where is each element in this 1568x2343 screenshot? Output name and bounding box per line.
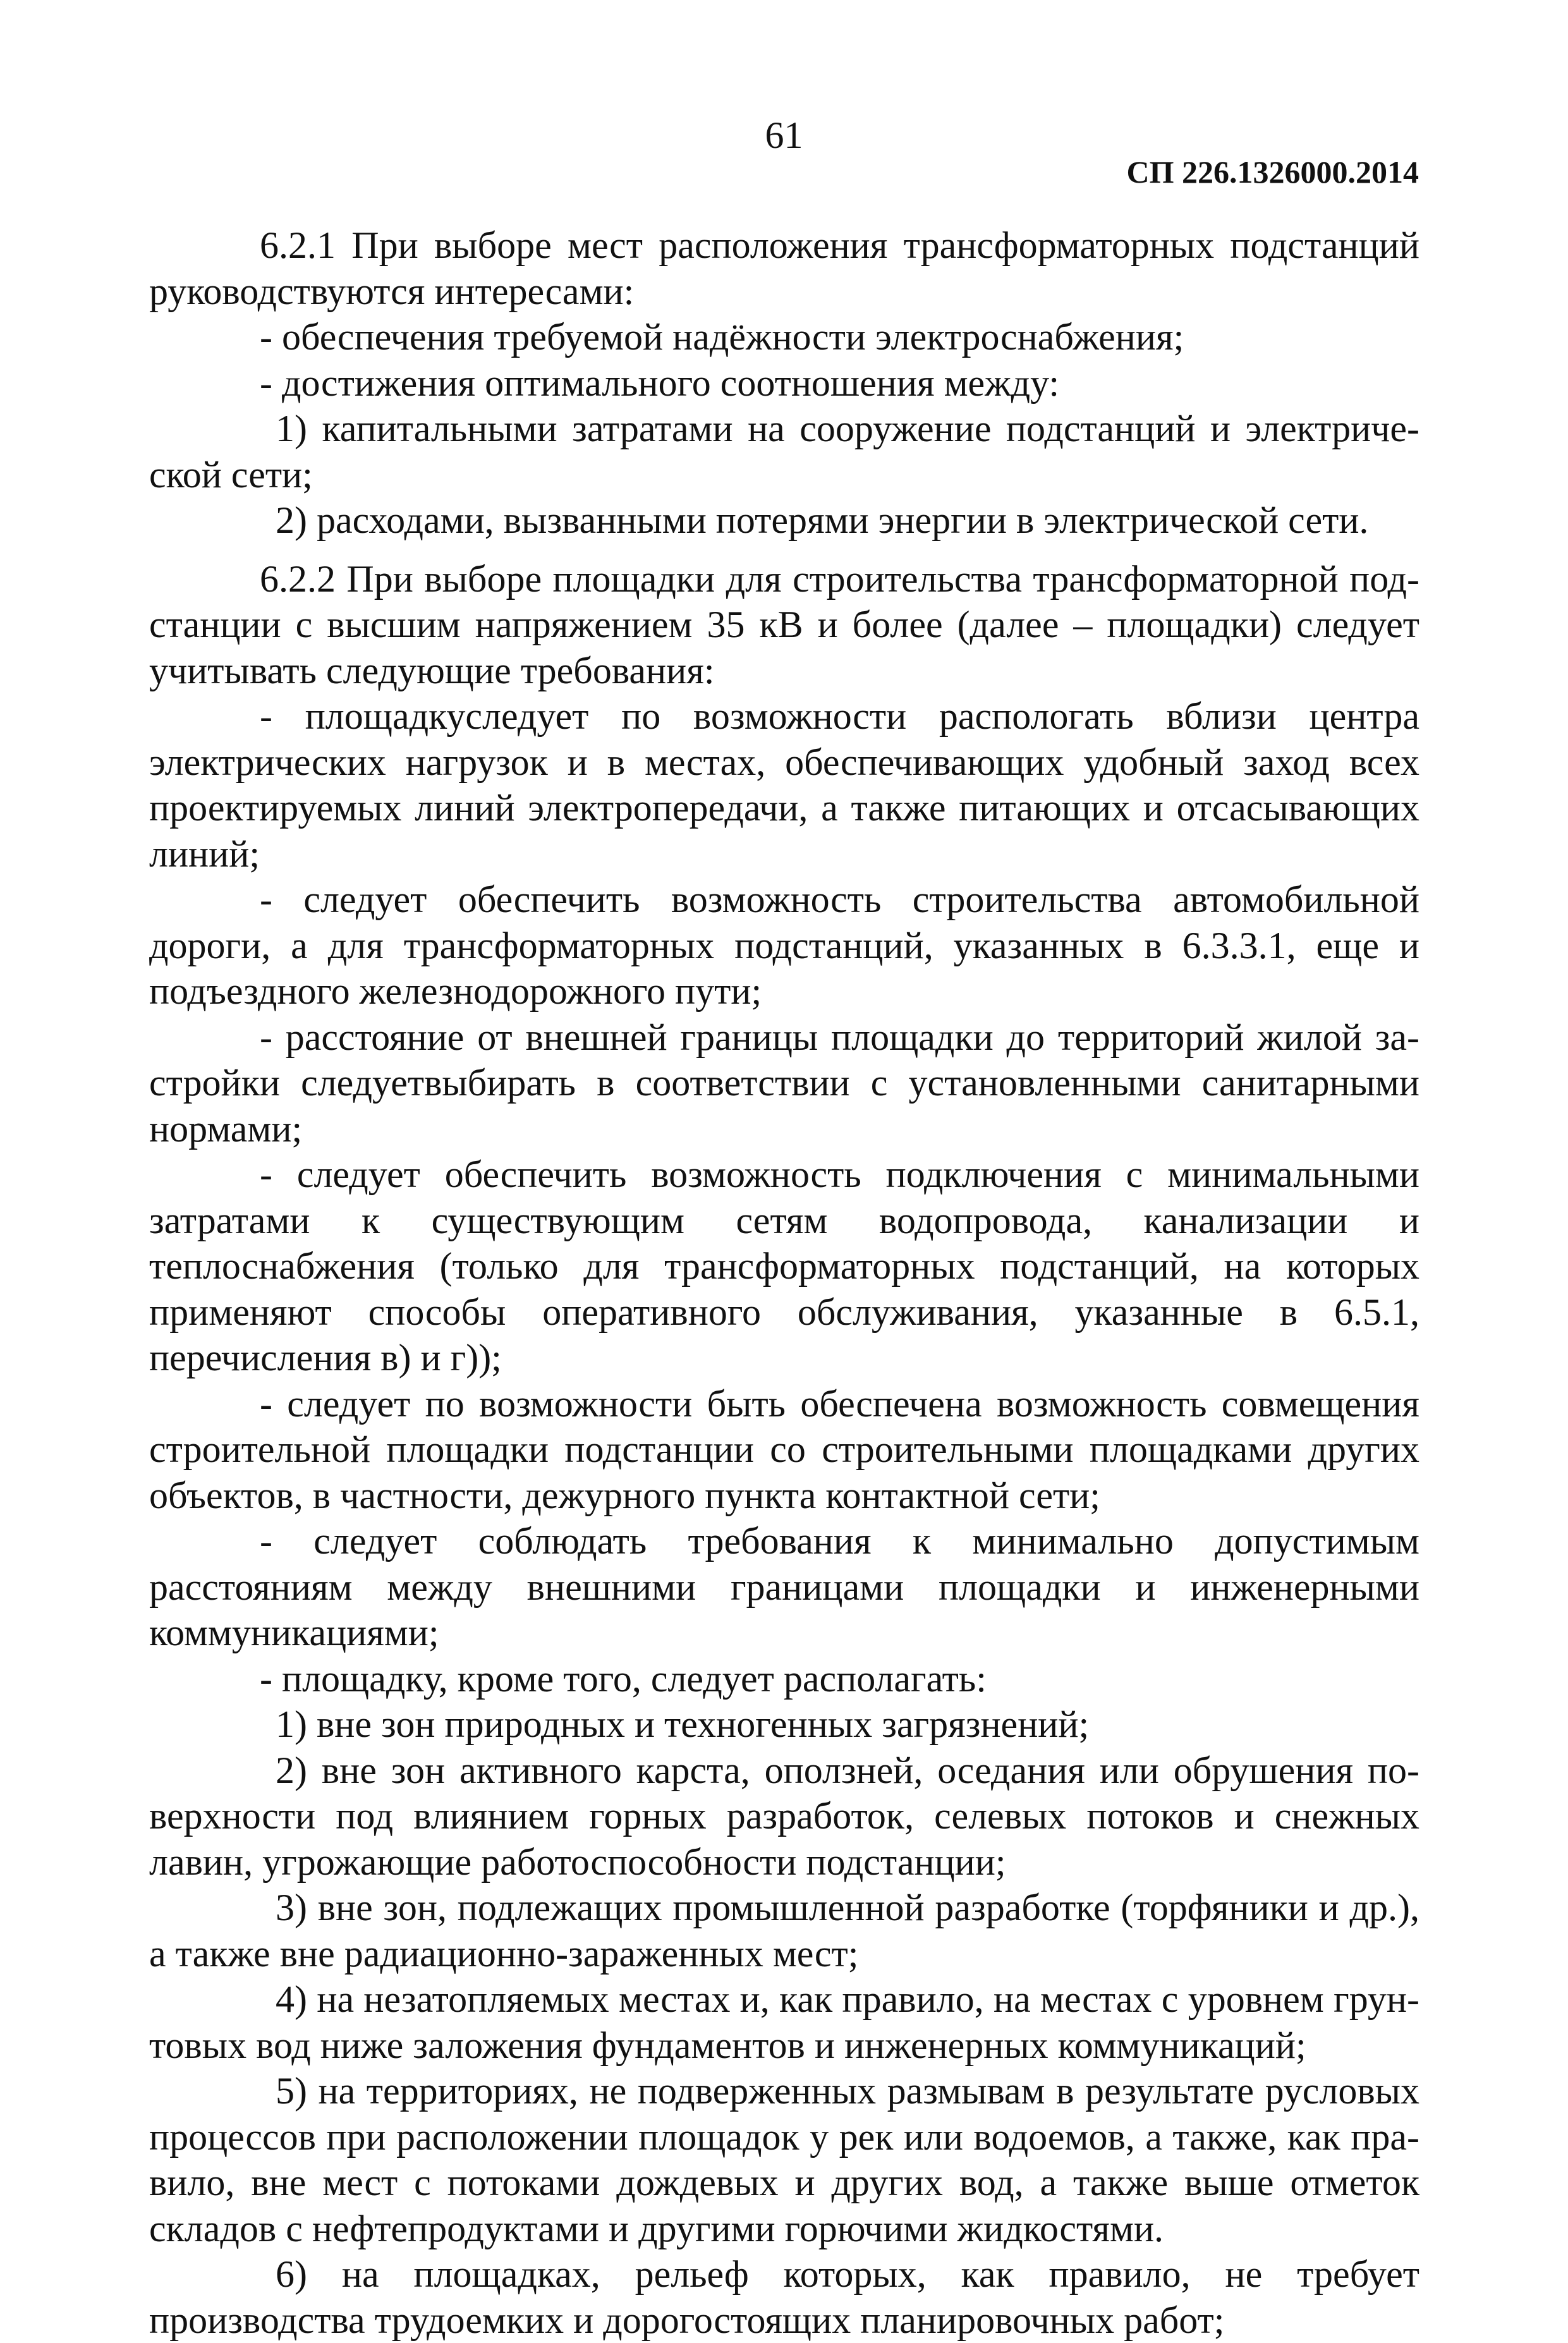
page-number: 61	[765, 114, 803, 156]
list-item: - площадку, кроме того, следует располагать:	[260, 1657, 987, 1700]
text-body	[149, 222, 1419, 2343]
list-item: - следует обеспечить возможность строительства автомобильной дороги, а для трансформаторных подстанций, указанных в 6.3.3.1, еще и подъездного железнодорожного пути;	[149, 879, 1419, 1012]
paragraph-6-2-2-intro: 6.2.2 При выборе площадки для строительства трансформаторной подстанции с высшим напряжением 35 кВ и более (далее – площадки) следует учитывать следующие требования:	[149, 557, 1419, 691]
list-item: - следует соблюдать требования к минимально допустимым расстояниям между внешними границами площадки и инженерными коммуникациями;	[149, 1520, 1419, 1653]
list-item: - расстояние от внешней границы площадки до территорий жилой застройки следуетвыбирать в соответствии с установленными санитарными нормами;	[149, 1016, 1419, 1150]
list-item: - достижения оптимального соотношения между:	[260, 362, 1060, 404]
numbered-item: 6) на площадках, рельеф которых, как правило, не требует производства трудоемких и дорогостоящих планировочных работ;	[149, 2253, 1419, 2341]
numbered-item: 2) расходами, вызванными потерями энергии в электрической сети.	[276, 499, 1369, 541]
list-item: - площадкуследует по возможности распологать вблизи центра электрических нагрузок и в местах, обеспечивающих удобный заход всех проектируемых линий электропередачи, а также питающих и отсасывающих линий;	[149, 695, 1419, 875]
list-item: - обеспечения требуемой надёжности электроснабжения;	[260, 316, 1184, 358]
numbered-item: 4) на незатопляемых местах и, как правило, на местах с уровнем грунтовых вод ниже заложения фундаментов и инженерных коммуникаций;	[149, 1978, 1419, 2066]
list-item: - следует по возможности быть обеспечена возможность совмещения строительной площадки подстанции со строительными площадками других объектов, в частности, дежурного пункта контактной сети;	[149, 1382, 1419, 1516]
document-code: СП 226.1326000.2014	[1126, 154, 1419, 190]
numbered-item: 5) на территориях, не подверженных размывам в результате русловых процессов при расположении площадок у рек или водоемов, а также, как правило, вне мест с потоками дождевых и других вод, а также выше отметок складов с нефтепродуктами и другими горючими жидкостями.	[149, 2070, 1419, 2249]
numbered-item: 3) вне зон, подлежащих промышленной разработке (торфяники и др.), а также вне радиационно-зараженных мест;	[149, 1887, 1419, 1975]
numbered-item: 2) вне зон активного карста, оползней, оседания или обрушения поверхности под влиянием горных разработок, селевых потоков и снежных лавин, угрожающие работоспособности подстанции;	[149, 1749, 1419, 1883]
numbered-item: 1) капитальными затратами на сооружение подстанций и электрической сети;	[149, 408, 1419, 496]
list-item: - следует обеспечить возможность подключения с минимальными затратами к существующим сетям водопровода, канализации и теплоснабжения (только для трансформаторных подстанций, на которых применяют способы оперативного обслуживания, указанные в 6.5.1, перечисления в) и г));	[149, 1153, 1419, 1378]
numbered-item: 1) вне зон природных и техногенных загрязнений;	[276, 1703, 1090, 1745]
paragraph-6-2-1-intro: 6.2.1 При выборе мест расположения трансформаторных подстанций руководствуются интересами:	[149, 224, 1419, 312]
